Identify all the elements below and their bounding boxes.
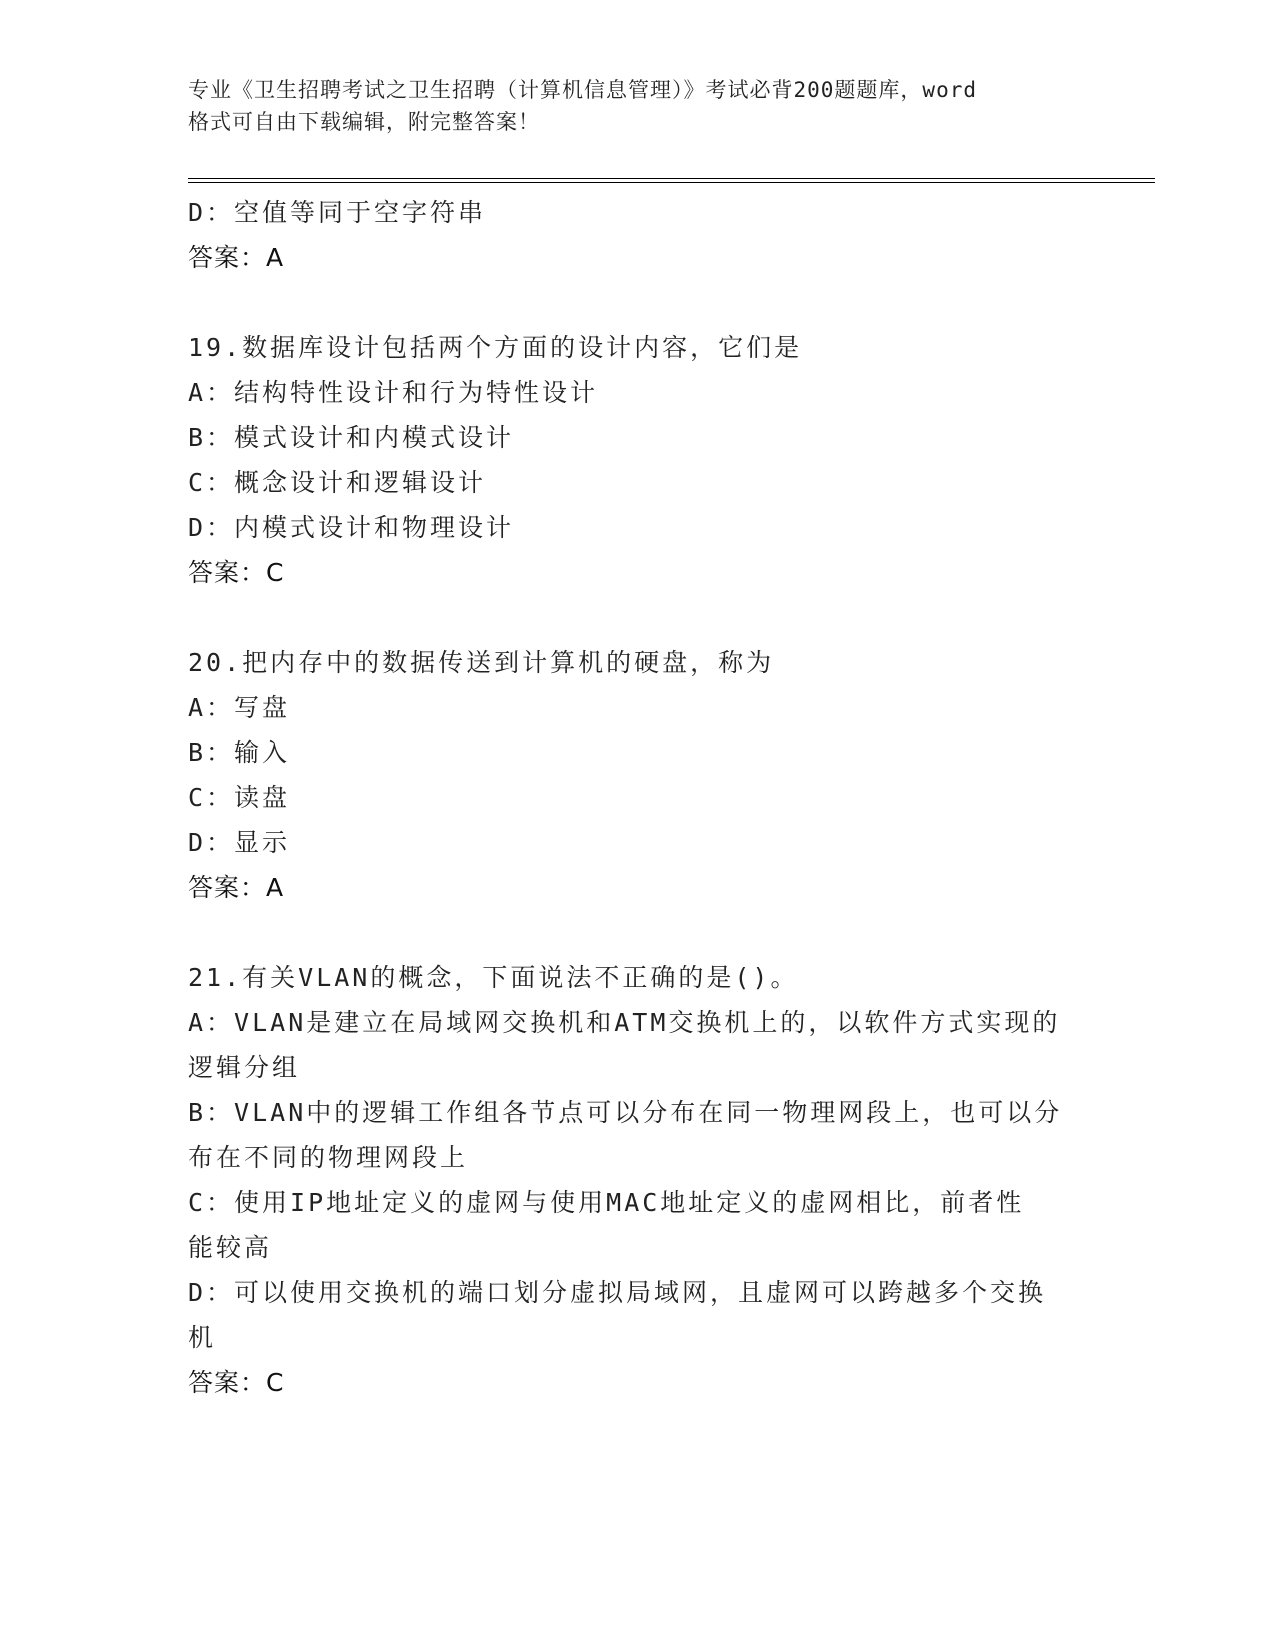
question-19 (188, 325, 1088, 595)
question-stem: 19.数据库设计包括两个方面的设计内容，它们是 (188, 333, 803, 362)
option-b: B：模式设计和内模式设计 (188, 423, 515, 452)
document-header (188, 74, 1088, 138)
option-c: C：概念设计和逻辑设计 (188, 468, 487, 497)
header-title-line-1: 专业《卫生招聘考试之卫生招聘（计算机信息管理）》考试必背200题题库，word (188, 78, 977, 102)
option-a-line-1: A：VLAN是建立在局域网交换机和ATM交换机上的，以软件方式实现的 (188, 1008, 1061, 1037)
option-b-line-2: 布在不同的物理网段上 (188, 1143, 469, 1172)
question-list (188, 190, 1088, 1405)
option-d: D：内模式设计和物理设计 (188, 513, 515, 542)
option-c-line-1: C：使用IP地址定义的虚网与使用MAC地址定义的虚网相比，前者性 (188, 1188, 1025, 1217)
answer-label: 答案：C (188, 1368, 285, 1397)
header-title-line-2: 格式可自由下载编辑，附完整答案！ (188, 110, 540, 134)
spacer (188, 595, 1088, 640)
option-b-line-1: B：VLAN中的逻辑工作组各节点可以分布在同一物理网段上，也可以分 (188, 1098, 1063, 1127)
option-c-line-2: 能较高 (188, 1233, 273, 1262)
option-d-line-2: 机 (188, 1323, 217, 1352)
option-d-line-1: D：可以使用交换机的端口划分虚拟局域网，且虚网可以跨越多个交换 (188, 1278, 1047, 1307)
spacer (188, 280, 1088, 325)
answer-label: 答案：A (188, 243, 285, 272)
answer-label: 答案：C (188, 558, 285, 587)
header-divider-bottom (188, 182, 1155, 183)
option-a: A：结构特性设计和行为特性设计 (188, 378, 599, 407)
question-stem: 21.有关VLAN的概念，下面说法不正确的是()。 (188, 963, 799, 992)
option-b: B：输入 (188, 738, 291, 767)
spacer (188, 910, 1088, 955)
question-stem: 20.把内存中的数据传送到计算机的硬盘，称为 (188, 648, 775, 677)
option-c: C：读盘 (188, 783, 291, 812)
answer-label: 答案：A (188, 873, 285, 902)
option-d: D：显示 (188, 828, 291, 857)
question-18-tail (188, 190, 1088, 280)
question-21 (188, 955, 1088, 1405)
option-d: D：空值等同于空字符串 (188, 198, 487, 227)
option-a: A：写盘 (188, 693, 291, 722)
question-20 (188, 640, 1088, 910)
header-divider-top (188, 178, 1155, 179)
option-a-line-2: 逻辑分组 (188, 1053, 301, 1082)
